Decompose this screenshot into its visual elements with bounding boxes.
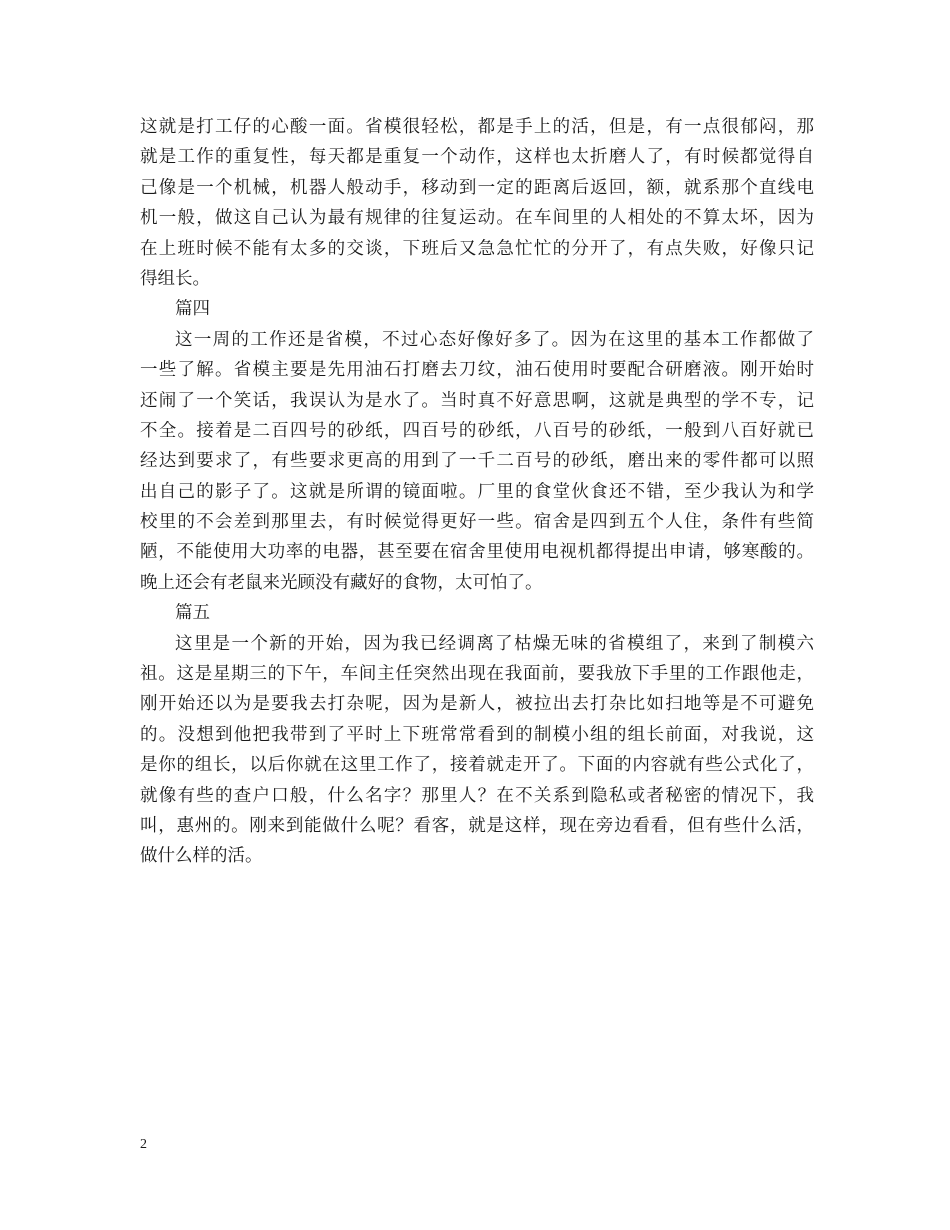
paragraph-line: 就是工作的重复性，每天都是重复一个动作，这样也太折磨人了，有时候都觉得自 [140,147,814,168]
paragraph-line: 不全。接着是二百四号的砂纸，四百号的砂纸，八百号的砂纸，一般到八百好就已 [140,420,814,441]
paragraph-line: 刚开始还以为是要我去打杂呢，因为是新人，被拉出去打杂比如扫地等是不可避免 [140,694,814,715]
paragraph-line: 经达到要求了，有些要求更高的用到了一千二百号的砂纸，磨出来的零件都可以照 [140,451,814,472]
paragraph-line: 这就是打工仔的心酸一面。省模很轻松，都是手上的活，但是，有一点很郁闷，那 [140,117,814,137]
paragraph-line: 这里是一个新的开始，因为我已经调离了枯燥无味的省模组了，来到了制模六 [175,633,814,654]
paragraph-line: 祖。这是星期三的下午，车间主任突然出现在我面前，要我放下手里的工作跟他走， [140,664,814,685]
paragraph-line: 己像是一个机械，机器人般动手，移动到一定的距离后返回，额，就系那个直线电 [140,177,814,198]
paragraph-line: 做什么样的活。 [140,846,263,867]
paragraph-line: 一些了解。省模主要是先用油石打磨去刀纹，油石使用时要配合研磨液。刚开始时 [140,360,814,381]
paragraph-line: 这一周的工作还是省模，不过心态好像好多了。因为在这里的基本工作都做了 [175,329,814,350]
paragraph-line: 在上班时候不能有太多的交谈，下班后又急急忙忙的分开了，有点失败，好像只记 [140,238,814,259]
paragraph-line: 就像有些的查户口般，什么名字？那里人？在不关系到隐私或者秘密的情况下，我 [140,785,814,806]
paragraph-line: 晚上还会有老鼠来光顾没有藏好的食物，太可怕了。 [140,572,543,593]
paragraph-line: 出自己的影子了。这就是所谓的镜面啦。厂里的食堂伙食还不错，至少我认为和学 [140,481,814,502]
paragraph-line: 叫，惠州的。刚来到能做什么呢？看客，就是这样，现在旁边看看，但有些什么活， [140,815,814,836]
paragraph-line: 机一般，做这自己认为最有规律的往复运动。在车间里的人相处的不算太坏，因为 [140,208,814,229]
section-heading-4: 篇四 [175,299,210,320]
section-heading-5: 篇五 [175,603,210,624]
paragraph-line: 校里的不会差到那里去，有时候觉得更好一些。宿舍是四到五个人住，条件有些简 [140,512,814,533]
page-number: 2 [140,1137,147,1152]
paragraph-line: 得组长。 [140,268,210,289]
paragraph-line: 还闹了一个笑话，我误认为是水了。当时真不好意思啊，这就是典型的学不专，记 [140,390,814,411]
paragraph-line: 陋，不能使用大功率的电器，甚至要在宿舍里使用电视机都得提出申请，够寒酸的。 [140,542,814,563]
paragraph-line: 的。没想到他把我带到了平时上下班常常看到的制模小组的组长前面，对我说，这 [140,724,814,745]
paragraph-line: 是你的组长，以后你就在这里工作了，接着就走开了。下面的内容就有些公式化了， [140,755,814,776]
document-body [140,112,814,872]
